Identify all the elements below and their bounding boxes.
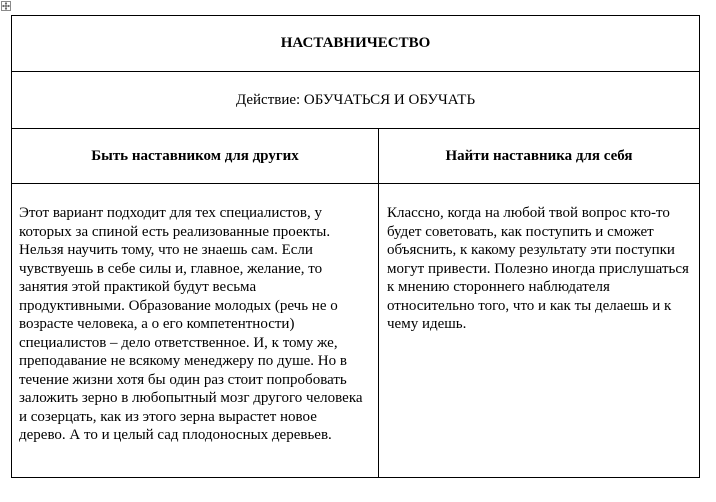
right-body-cell[interactable] [379, 184, 700, 478]
right-column-heading[interactable]: Найти наставника для себя [379, 129, 700, 184]
title-row [12, 16, 700, 72]
body-row [12, 184, 700, 478]
left-column-heading[interactable]: Быть наставником для других [12, 129, 379, 184]
mentoring-table [11, 15, 700, 478]
left-body-cell[interactable] [12, 184, 379, 478]
column-headings-row [12, 129, 700, 184]
left-body-text: Этот вариант подходит для тех специалистов, у которых за спиной есть реализованные проекты. Нельзя научить тому, что не знаешь сам. Если чувствуешь в себе силы и, главное, желание, то занятия этой практикой будут весьма продуктивными. Образование молодых (речь не о возрасте человека, а о его компетентности) специалистов – дело ответственное. И, к тому же, преподавание не всякому менеджеру по душе. Но в течение жизни хотя бы один раз стоит попробовать заложить зерно в любопытный мозг другого человека и созерцать, как из этого зерна вырастет новое дерево. А то и целый сад плодоносных деревьев. [19, 205, 363, 443]
action-cell[interactable]: Действие: ОБУЧАТЬСЯ И ОБУЧАТЬ [12, 72, 700, 129]
table-move-handle-icon[interactable] [1, 1, 11, 11]
table-title[interactable]: НАСТАВНИЧЕСТВО [12, 16, 700, 72]
move-arrows-icon [2, 2, 10, 10]
right-body-text: Классно, когда на любой твой вопрос кто-то будет советовать, как поступить и сможет объяснить, к какому результату эти поступки могут привести. Полезно иногда прислушаться к мнению стороннего наблюдателя относительно того, что и как ты делаешь и к чему идешь. [387, 205, 689, 332]
action-row [12, 72, 700, 129]
